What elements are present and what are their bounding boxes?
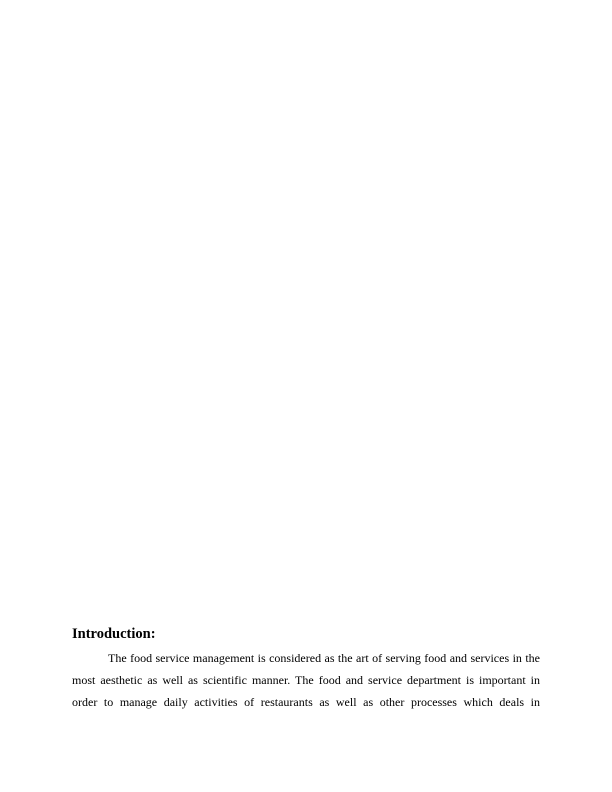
paragraph-line: order to manage daily activities of restaurants as well as other processes which deals in [72, 695, 540, 709]
introduction-section [72, 625, 540, 713]
section-heading: Introduction: [72, 626, 156, 642]
body-paragraph [72, 647, 540, 713]
paragraph-line: The food service management is considered as the art of serving food and services in the [108, 651, 540, 665]
paragraph-line: most aesthetic as well as scientific manner. The food and service department is important in [72, 673, 540, 687]
